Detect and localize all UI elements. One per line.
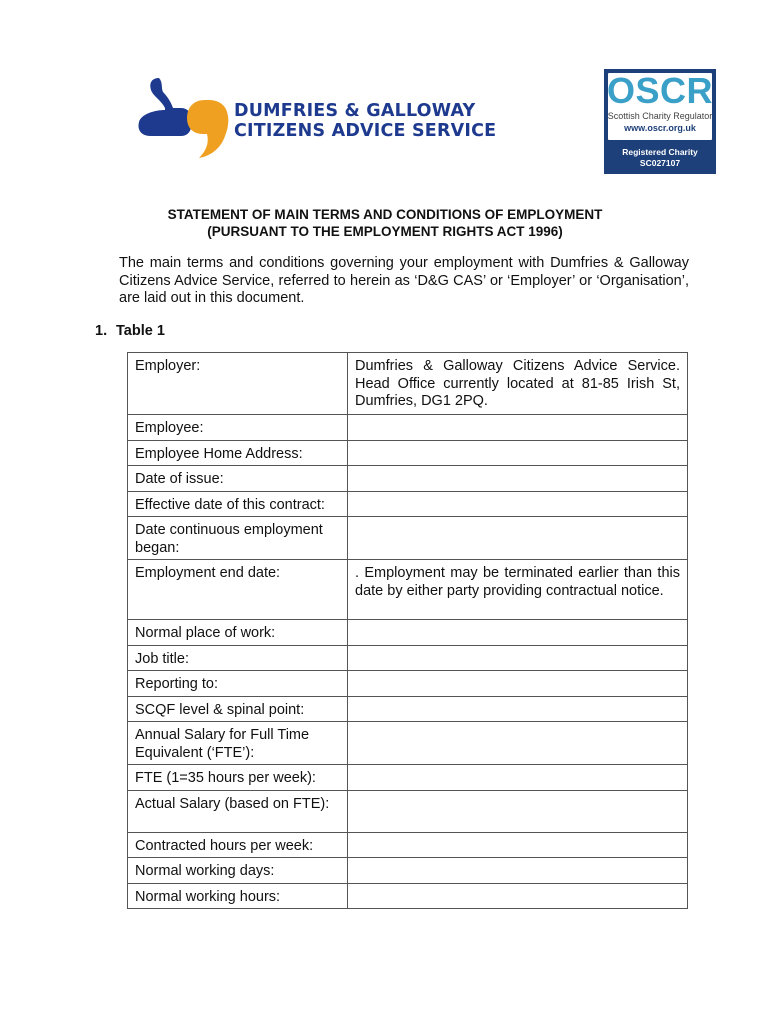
field-label: Normal working days: [128,858,348,884]
field-value[interactable] [348,832,688,858]
table-row [128,517,688,560]
field-value[interactable] [348,645,688,671]
table-row [128,466,688,492]
logo-line-2: CITIZENS ADVICE SERVICE [234,121,497,141]
field-value[interactable] [348,440,688,466]
field-value[interactable] [348,466,688,492]
document-title-line-1: STATEMENT OF MAIN TERMS AND CONDITIONS OF EMPLOYMENT [167,207,603,222]
terms-table-body [128,353,688,909]
dgcas-logo [137,74,507,164]
table-row [128,765,688,791]
field-value[interactable] [348,415,688,441]
field-value[interactable] [348,858,688,884]
document-title-line-2: (PURSUANT TO THE EMPLOYMENT RIGHTS ACT 1996) [207,224,563,239]
field-value[interactable] [348,883,688,909]
field-value[interactable] [348,790,688,832]
field-label: Date continuous employment began: [128,517,348,560]
table-row [128,645,688,671]
field-label: Date of issue: [128,466,348,492]
speech-bubbles-icon [137,74,237,164]
table-row [128,440,688,466]
field-label: Effective date of this contract: [128,491,348,517]
table-row [128,858,688,884]
field-label: Actual Salary (based on FTE): [128,790,348,832]
oscr-badge [604,69,716,174]
field-label: Employment end date: [128,560,348,620]
table-row [128,491,688,517]
table-row [128,353,688,415]
field-value[interactable] [348,620,688,646]
table-row [128,560,688,620]
table-row [128,790,688,832]
field-value[interactable]: Dumfries & Galloway Citizens Advice Service. Head Office currently located at 81-85 Irish St, Dumfries, DG1 2PQ. [348,353,688,415]
table-row [128,883,688,909]
field-value[interactable]: . Employment may be terminated earlier than this date by either party providing contractual notice. [348,560,688,620]
field-value[interactable] [348,722,688,765]
field-label: Contracted hours per week: [128,832,348,858]
oscr-url: www.oscr.org.uk [624,123,696,133]
field-value[interactable] [348,517,688,560]
field-label: FTE (1=35 hours per week): [128,765,348,791]
table-row [128,832,688,858]
field-value[interactable] [348,671,688,697]
oscr-registered: Registered Charity [622,147,698,157]
table-row [128,415,688,441]
field-label: Reporting to: [128,671,348,697]
table-row [128,722,688,765]
table-row [128,620,688,646]
oscr-name: OSCR [606,70,713,111]
field-value[interactable] [348,491,688,517]
field-label: Job title: [128,645,348,671]
section-number: 1. [95,323,108,339]
terms-table [127,352,688,909]
field-label: Employee Home Address: [128,440,348,466]
logo-line-1: DUMFRIES & GALLOWAY [234,101,476,121]
field-value[interactable] [348,696,688,722]
field-label: SCQF level & spinal point: [128,696,348,722]
field-label: Normal place of work: [128,620,348,646]
oscr-subtitle: Scottish Charity Regulator [607,111,713,121]
table-row [128,671,688,697]
table-row [128,696,688,722]
section-heading [95,322,165,340]
oscr-number: SC027107 [639,158,681,168]
field-label: Employer: [128,353,348,415]
field-label: Employee: [128,415,348,441]
field-label: Normal working hours: [128,883,348,909]
section-title: Table 1 [116,323,165,339]
field-label: Annual Salary for Full Time Equivalent (‘FTE’): [128,722,348,765]
field-value[interactable] [348,765,688,791]
intro-paragraph: The main terms and conditions governing your employment with Dumfries & Galloway Citizens Advice Service, referred to herein as ‘D&G CAS’ or ‘Employer’ or ‘Organisation’, are laid out in this document. [119,255,689,306]
